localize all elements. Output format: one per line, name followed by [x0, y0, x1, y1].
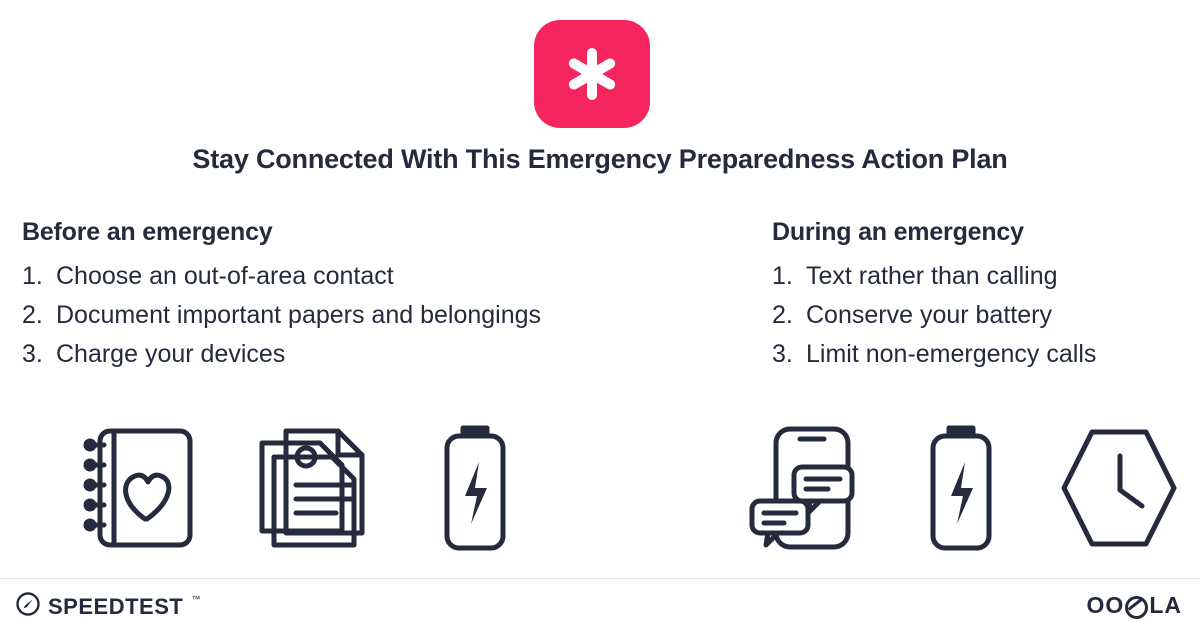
brand-badge: [534, 20, 650, 128]
documents-stack-icon: [254, 418, 374, 558]
battery-bolt-icon: [920, 418, 1002, 558]
step-text: Text rather than calling: [806, 262, 1058, 290]
list-item: [22, 296, 742, 335]
list-item: [772, 257, 1192, 296]
speedtest-wordmark: SPEEDTEST: [48, 593, 184, 619]
step-text: Conserve your battery: [806, 301, 1052, 329]
list-item: [22, 335, 742, 374]
speedtest-trademark: ™: [191, 594, 201, 604]
column-during-emergency: [772, 218, 1192, 374]
step-number: 3.: [22, 340, 43, 368]
icon-row-during: [740, 418, 1180, 558]
ookla-wordmark-start: OO: [1086, 592, 1125, 618]
step-text: Document important papers and belongings: [56, 301, 542, 329]
list-item: [772, 296, 1192, 335]
column-title-during: During an emergency: [772, 218, 1024, 246]
asterisk-icon: [562, 44, 622, 104]
column-before-emergency: [22, 218, 742, 374]
step-number: 1.: [772, 262, 793, 290]
step-number: 2.: [22, 301, 43, 329]
step-number: 3.: [772, 340, 793, 368]
notebook-heart-icon: [80, 418, 198, 558]
hexagon-clock-icon: [1058, 418, 1180, 558]
footer-divider: [0, 578, 1200, 579]
ookla-logo: [1087, 592, 1182, 619]
step-text: Charge your devices: [56, 340, 286, 368]
phone-message-icon: [740, 418, 864, 558]
steps-list-during: [772, 257, 1192, 374]
steps-list-before: [22, 257, 742, 374]
page-title: Stay Connected With This Emergency Preparedness Action Plan: [192, 144, 1008, 174]
icon-row-before: [80, 418, 520, 558]
step-number: 1.: [22, 262, 43, 290]
list-item: [22, 257, 742, 296]
step-text: Choose an out-of-area contact: [56, 262, 394, 290]
speedtest-logo: [16, 592, 200, 621]
list-item: [772, 335, 1192, 374]
step-text: Limit non-emergency calls: [806, 340, 1097, 368]
battery-bolt-icon: [430, 418, 520, 558]
column-title-before: Before an emergency: [22, 218, 273, 246]
speedtest-mark-icon: [16, 592, 40, 621]
ookla-ring-icon: [1125, 596, 1148, 619]
step-number: 2.: [772, 301, 793, 329]
ookla-wordmark-end: LA: [1149, 592, 1182, 618]
